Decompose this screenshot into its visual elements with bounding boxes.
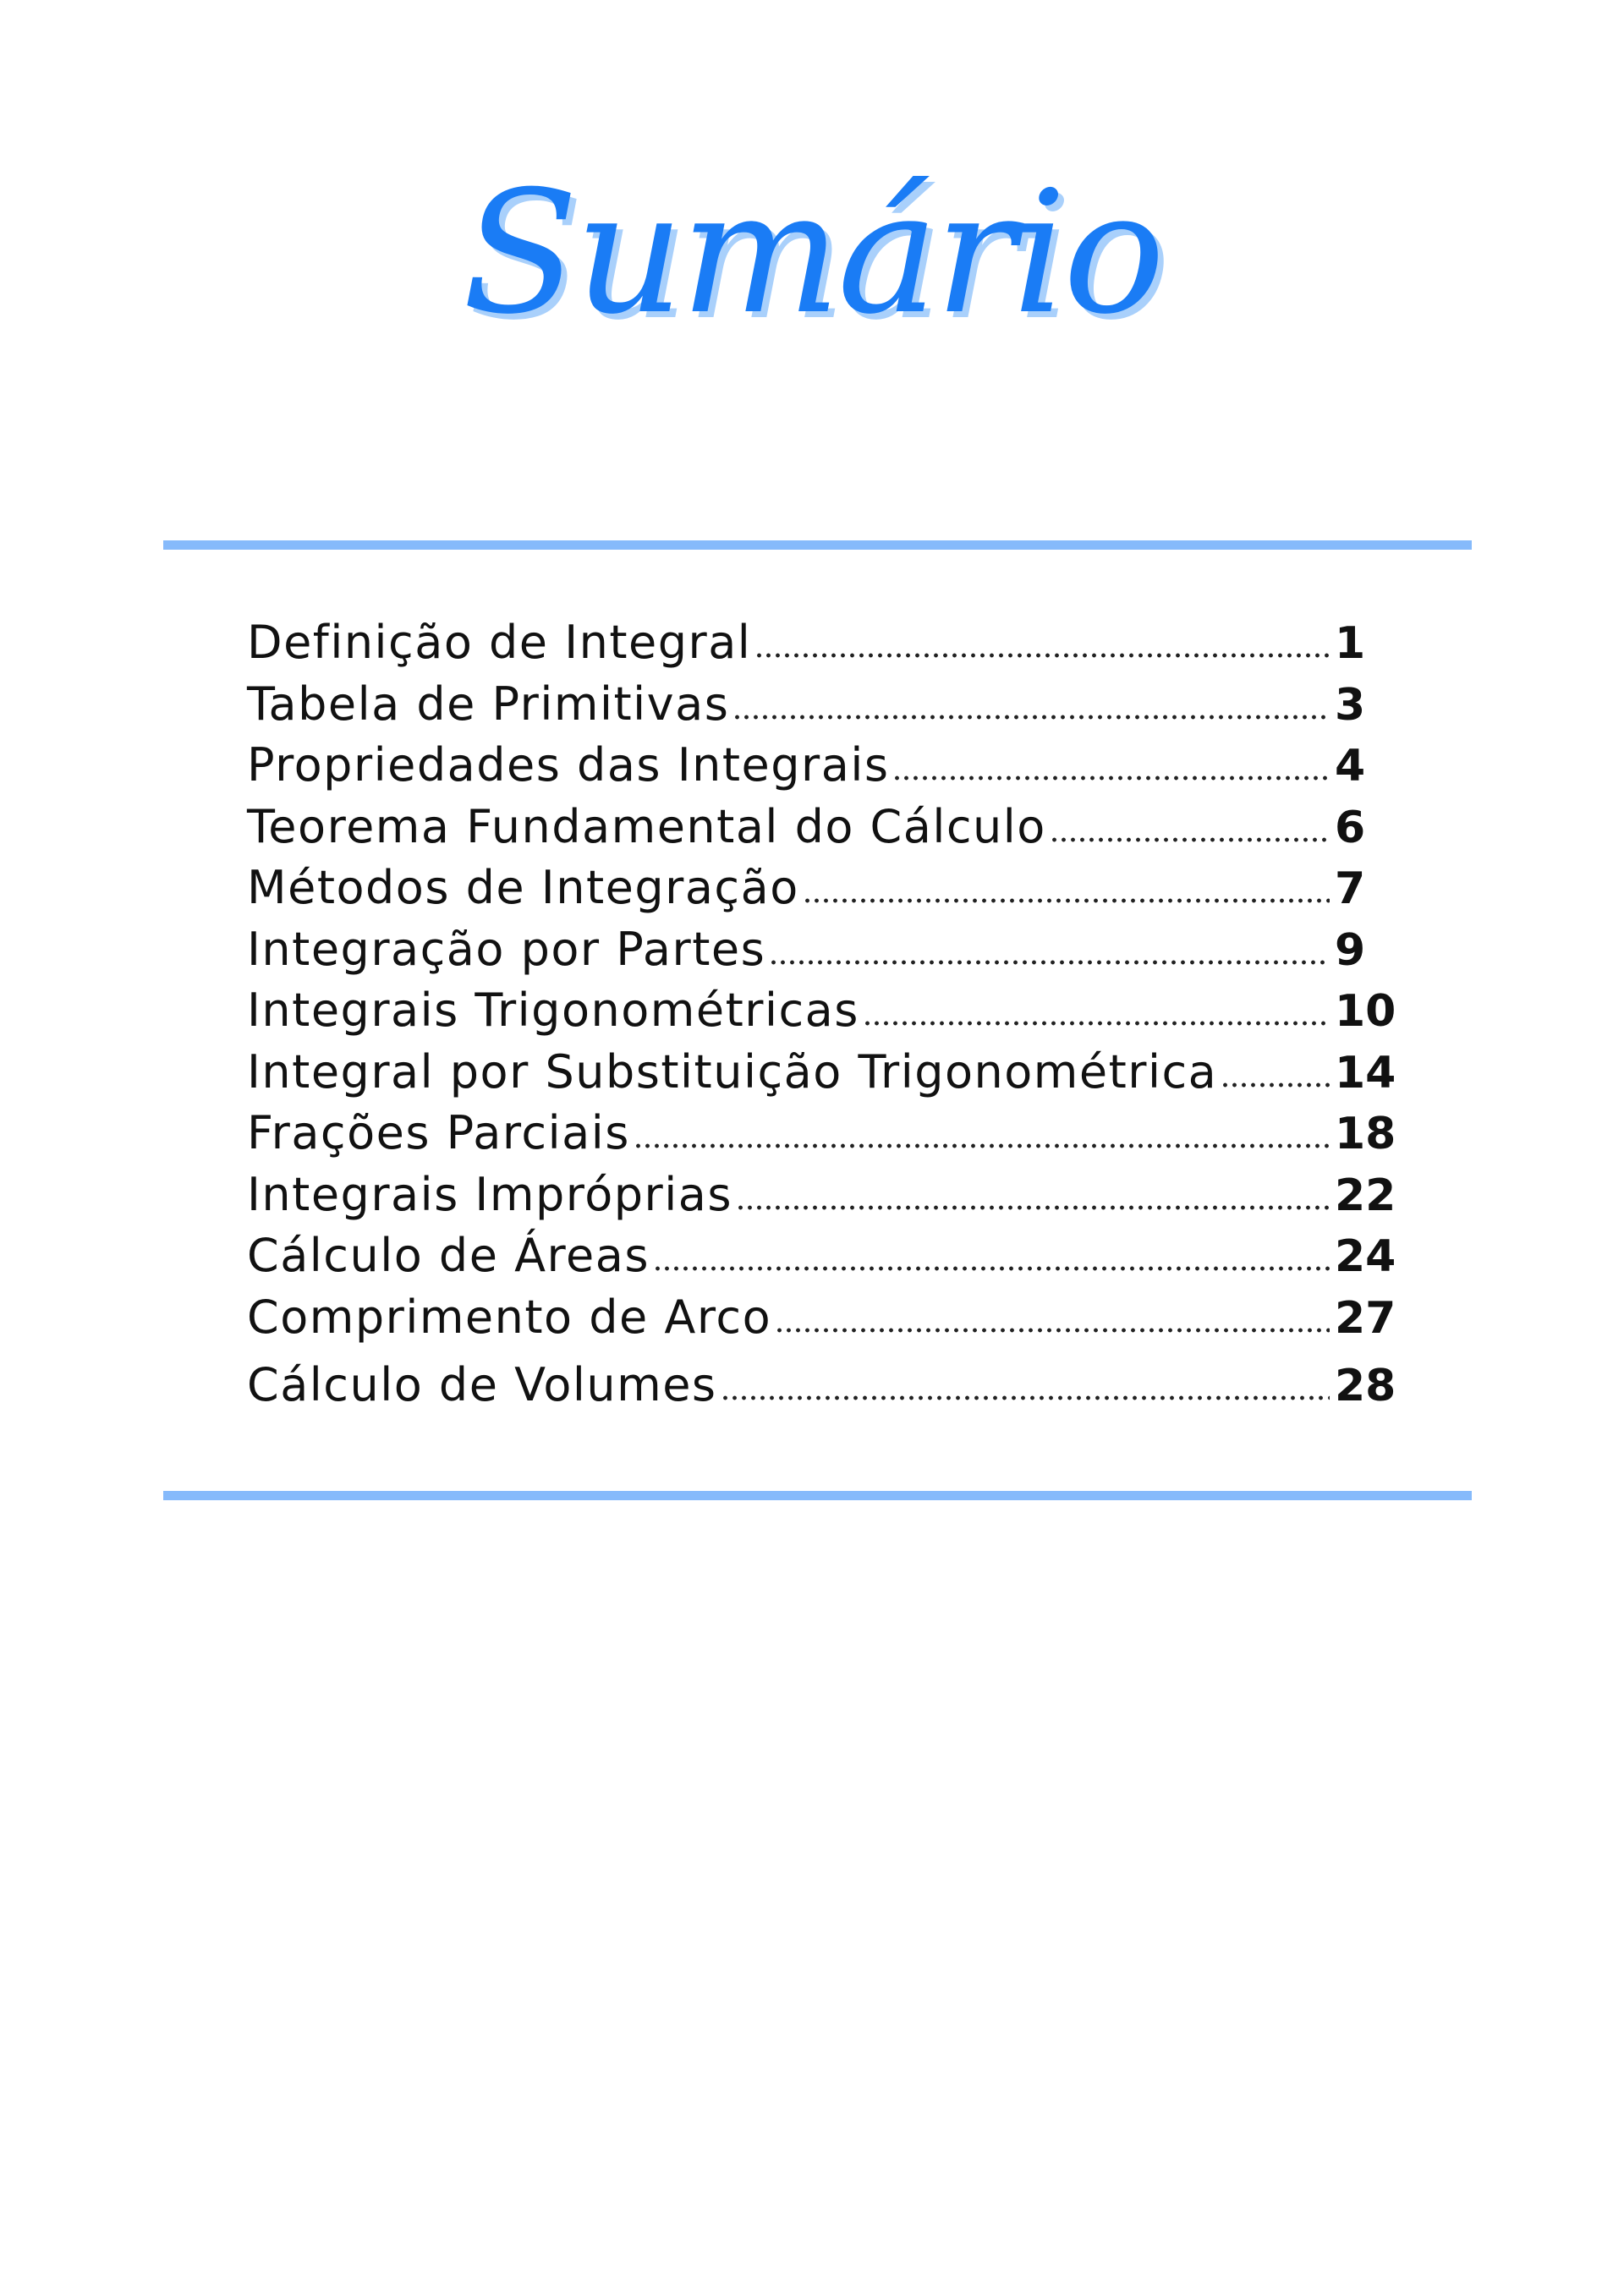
toc-entry: [247, 1229, 1396, 1290]
toc-dot-leader: [732, 715, 1330, 720]
toc-entry-page: 18: [1335, 1109, 1396, 1159]
toc-entry-page: 28: [1335, 1361, 1396, 1411]
toc-entry-label: Cálculo de Volumes: [247, 1358, 717, 1411]
toc-dot-leader: [1221, 1082, 1330, 1088]
toc-dot-leader: [803, 898, 1330, 903]
toc-entry: [247, 1044, 1396, 1107]
toc-dot-leader: [754, 653, 1330, 658]
toc-entry: [247, 738, 1389, 800]
toc-entry: [247, 923, 1389, 984]
toc-entry: [247, 616, 1389, 677]
toc-entry: [247, 800, 1389, 862]
toc-entry: [247, 677, 1389, 739]
toc-entry-page: 10: [1335, 986, 1396, 1037]
toc-entry-label: Tabela de Primitivas: [247, 677, 730, 731]
toc-entry: [247, 861, 1389, 923]
toc-entry-page: 27: [1335, 1292, 1396, 1344]
toc-entry-page: 6: [1335, 802, 1366, 853]
toc-entry-page: 4: [1335, 741, 1366, 792]
toc-entry-label: Definição de Integral: [247, 616, 752, 669]
toc-dot-leader: [634, 1143, 1330, 1148]
top-divider: [163, 540, 1472, 550]
toc-dot-leader: [769, 960, 1330, 965]
toc-entry-label: Frações Parciais: [247, 1106, 630, 1159]
toc-entry-page: 22: [1335, 1170, 1396, 1221]
bottom-divider: [163, 1491, 1472, 1500]
toc-entry-label: Integração por Partes: [247, 922, 766, 976]
toc-entry-label: Integrais Impróprias: [247, 1167, 732, 1221]
toc-entry-label: Propriedades das Integrais: [247, 738, 890, 792]
toc-entry-page: 7: [1335, 863, 1366, 914]
toc-entry: [247, 1351, 1396, 1426]
toc-dot-leader: [775, 1328, 1330, 1333]
toc-entry-label: Integrais Trigonométricas: [247, 984, 859, 1037]
toc-entry-page: 9: [1335, 924, 1366, 976]
toc-dot-leader: [1050, 837, 1330, 842]
toc-entry: [247, 1106, 1396, 1168]
toc-entry-label: Integral por Substituição Trigonométrica: [247, 1044, 1218, 1099]
toc-entry: [247, 1167, 1396, 1230]
toc-entry-page: 24: [1335, 1231, 1396, 1282]
toc-entry: [247, 1290, 1396, 1352]
table-of-contents: [247, 616, 1396, 1426]
toc-dot-leader: [653, 1266, 1330, 1271]
toc-dot-leader: [892, 775, 1330, 781]
toc-entry-page: 1: [1335, 618, 1366, 669]
page-title: Sumário: [462, 155, 1162, 352]
toc-entry-page: 3: [1335, 679, 1366, 731]
title-area: [0, 127, 1624, 397]
toc-entry-label: Métodos de Integração: [247, 861, 799, 914]
toc-entry-label: Teorema Fundamental do Cálculo: [247, 799, 1046, 853]
toc-dot-leader: [863, 1021, 1330, 1026]
toc-entry: [247, 984, 1396, 1045]
toc-entry-label: Cálculo de Áreas: [247, 1229, 650, 1282]
toc-entry-page: 14: [1335, 1047, 1396, 1099]
toc-dot-leader: [736, 1205, 1330, 1210]
toc-entry-label: Comprimento de Arco: [247, 1290, 772, 1344]
toc-dot-leader: [721, 1395, 1330, 1400]
